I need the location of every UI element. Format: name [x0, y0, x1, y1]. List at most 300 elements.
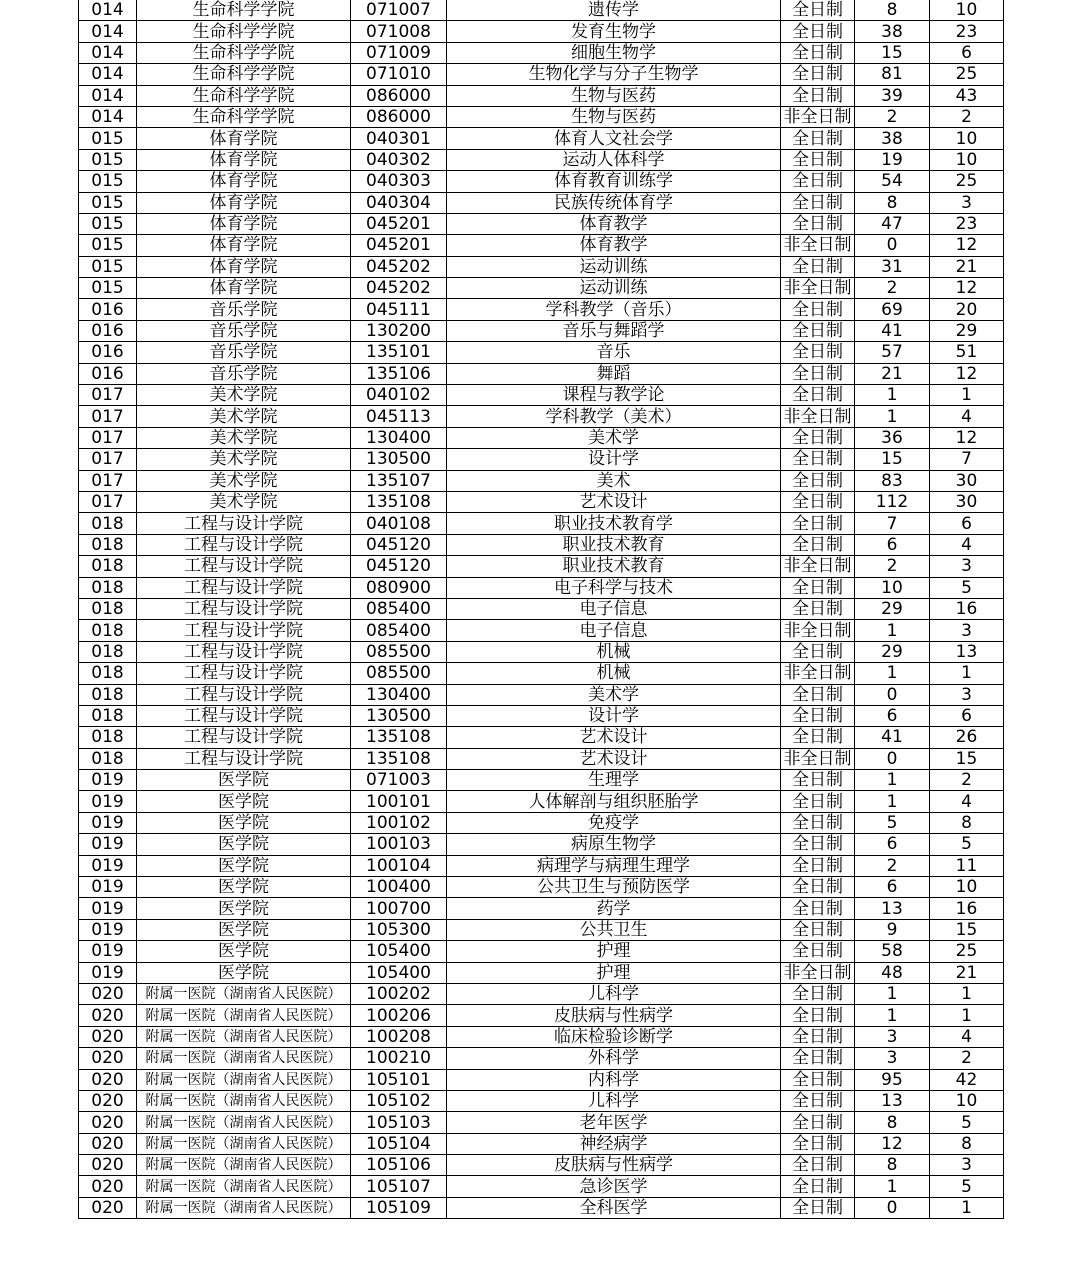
count-b-cell: 4: [930, 534, 1004, 555]
major-name-cell: 皮肤病与性病学: [447, 1005, 781, 1026]
unit-code-cell: 015: [79, 171, 137, 192]
major-name-cell: 艺术设计: [447, 491, 781, 512]
unit-code-cell: 018: [79, 620, 137, 641]
count-a-cell: 48: [855, 962, 930, 983]
table-row: [79, 684, 1004, 705]
unit-code-cell: 017: [79, 449, 137, 470]
table-row: [79, 898, 1004, 919]
table-row: [79, 663, 1004, 684]
unit-code-cell: 015: [79, 128, 137, 149]
count-a-cell: 6: [855, 705, 930, 726]
school-name-cell: 生命科学学院: [137, 21, 351, 42]
major-code-cell: 040108: [351, 513, 447, 534]
count-a-cell: 21: [855, 363, 930, 384]
unit-code-cell: 020: [79, 1026, 137, 1047]
study-mode-cell: 非全日制: [781, 106, 855, 127]
major-code-cell: 040102: [351, 385, 447, 406]
major-code-cell: 071010: [351, 64, 447, 85]
major-name-cell: 皮肤病与性病学: [447, 1155, 781, 1176]
count-a-cell: 38: [855, 21, 930, 42]
school-name-cell: 工程与设计学院: [137, 556, 351, 577]
study-mode-cell: 全日制: [781, 299, 855, 320]
study-mode-cell: 全日制: [781, 385, 855, 406]
count-b-cell: 12: [930, 427, 1004, 448]
table-row: [79, 406, 1004, 427]
unit-code-cell: 014: [79, 106, 137, 127]
count-b-cell: 1: [930, 385, 1004, 406]
major-name-cell: 细胞生物学: [447, 42, 781, 63]
unit-code-cell: 018: [79, 556, 137, 577]
school-name-cell: 体育学院: [137, 235, 351, 256]
count-b-cell: 15: [930, 748, 1004, 769]
table-row: [79, 941, 1004, 962]
major-code-cell: 045201: [351, 235, 447, 256]
count-a-cell: 38: [855, 128, 930, 149]
major-name-cell: 职业技术教育: [447, 556, 781, 577]
major-name-cell: 儿科学: [447, 983, 781, 1004]
study-mode-cell: 全日制: [781, 256, 855, 277]
unit-code-cell: 020: [79, 1197, 137, 1218]
major-name-cell: 免疫学: [447, 812, 781, 833]
count-a-cell: 2: [855, 106, 930, 127]
study-mode-cell: 全日制: [781, 0, 855, 21]
major-code-cell: 105106: [351, 1155, 447, 1176]
school-name-cell: 附属一医院（湖南省人民医院）: [137, 1069, 351, 1090]
count-a-cell: 3: [855, 1026, 930, 1047]
study-mode-cell: 全日制: [781, 641, 855, 662]
major-name-cell: 病理学与病理生理学: [447, 855, 781, 876]
study-mode-cell: 全日制: [781, 1155, 855, 1176]
count-a-cell: 13: [855, 898, 930, 919]
school-name-cell: 附属一医院（湖南省人民医院）: [137, 1133, 351, 1154]
school-name-cell: 美术学院: [137, 427, 351, 448]
count-a-cell: 2: [855, 278, 930, 299]
major-name-cell: 艺术设计: [447, 748, 781, 769]
table-row: [79, 1005, 1004, 1026]
school-name-cell: 体育学院: [137, 213, 351, 234]
school-name-cell: 医学院: [137, 855, 351, 876]
major-code-cell: 045113: [351, 406, 447, 427]
school-name-cell: 音乐学院: [137, 299, 351, 320]
major-code-cell: 071008: [351, 21, 447, 42]
school-name-cell: 音乐学院: [137, 320, 351, 341]
school-name-cell: 美术学院: [137, 449, 351, 470]
unit-code-cell: 015: [79, 278, 137, 299]
unit-code-cell: 017: [79, 385, 137, 406]
unit-code-cell: 018: [79, 641, 137, 662]
major-name-cell: 遗传学: [447, 0, 781, 21]
count-b-cell: 10: [930, 877, 1004, 898]
count-b-cell: 23: [930, 213, 1004, 234]
study-mode-cell: 全日制: [781, 812, 855, 833]
count-b-cell: 25: [930, 171, 1004, 192]
major-code-cell: 040304: [351, 192, 447, 213]
table-row: [79, 0, 1004, 21]
major-code-cell: 130200: [351, 320, 447, 341]
study-mode-cell: 全日制: [781, 470, 855, 491]
study-mode-cell: 全日制: [781, 213, 855, 234]
count-b-cell: 51: [930, 342, 1004, 363]
count-b-cell: 12: [930, 363, 1004, 384]
table-row: [79, 1197, 1004, 1218]
school-name-cell: 工程与设计学院: [137, 663, 351, 684]
count-b-cell: 21: [930, 962, 1004, 983]
count-a-cell: 95: [855, 1069, 930, 1090]
major-code-cell: 045202: [351, 278, 447, 299]
count-a-cell: 9: [855, 919, 930, 940]
count-b-cell: 12: [930, 278, 1004, 299]
unit-code-cell: 015: [79, 213, 137, 234]
study-mode-cell: 全日制: [781, 919, 855, 940]
major-code-cell: 045202: [351, 256, 447, 277]
count-b-cell: 25: [930, 64, 1004, 85]
major-code-cell: 085500: [351, 663, 447, 684]
unit-code-cell: 019: [79, 834, 137, 855]
table-row: [79, 128, 1004, 149]
study-mode-cell: 全日制: [781, 598, 855, 619]
table-row: [79, 1176, 1004, 1197]
study-mode-cell: 全日制: [781, 192, 855, 213]
count-b-cell: 4: [930, 1026, 1004, 1047]
count-b-cell: 30: [930, 491, 1004, 512]
unit-code-cell: 020: [79, 1090, 137, 1111]
count-a-cell: 1: [855, 385, 930, 406]
major-name-cell: 临床检验诊断学: [447, 1026, 781, 1047]
school-name-cell: 医学院: [137, 770, 351, 791]
count-b-cell: 11: [930, 855, 1004, 876]
count-a-cell: 69: [855, 299, 930, 320]
school-name-cell: 医学院: [137, 834, 351, 855]
study-mode-cell: 全日制: [781, 42, 855, 63]
table-row: [79, 919, 1004, 940]
table-row: [79, 363, 1004, 384]
school-name-cell: 附属一医院（湖南省人民医院）: [137, 1048, 351, 1069]
school-name-cell: 生命科学学院: [137, 106, 351, 127]
table-row: [79, 342, 1004, 363]
study-mode-cell: 全日制: [781, 1197, 855, 1218]
study-mode-cell: 全日制: [781, 1090, 855, 1111]
major-code-cell: 071009: [351, 42, 447, 63]
major-name-cell: 运动训练: [447, 278, 781, 299]
school-name-cell: 附属一医院（湖南省人民医院）: [137, 1176, 351, 1197]
unit-code-cell: 019: [79, 898, 137, 919]
table-row: [79, 598, 1004, 619]
study-mode-cell: 全日制: [781, 491, 855, 512]
count-a-cell: 58: [855, 941, 930, 962]
count-b-cell: 21: [930, 256, 1004, 277]
count-b-cell: 10: [930, 0, 1004, 21]
unit-code-cell: 020: [79, 1133, 137, 1154]
count-a-cell: 10: [855, 577, 930, 598]
major-code-cell: 085500: [351, 641, 447, 662]
table-row: [79, 577, 1004, 598]
major-code-cell: 105400: [351, 962, 447, 983]
major-name-cell: 生物与医药: [447, 106, 781, 127]
unit-code-cell: 018: [79, 663, 137, 684]
major-name-cell: 护理: [447, 962, 781, 983]
major-name-cell: 全科医学: [447, 1197, 781, 1218]
table-row: [79, 1026, 1004, 1047]
count-b-cell: 1: [930, 983, 1004, 1004]
count-b-cell: 3: [930, 556, 1004, 577]
major-name-cell: 公共卫生与预防医学: [447, 877, 781, 898]
study-mode-cell: 非全日制: [781, 663, 855, 684]
table-row: [79, 106, 1004, 127]
study-mode-cell: 全日制: [781, 834, 855, 855]
school-name-cell: 体育学院: [137, 171, 351, 192]
table-row: [79, 470, 1004, 491]
count-a-cell: 13: [855, 1090, 930, 1111]
major-code-cell: 100700: [351, 898, 447, 919]
major-code-cell: 045120: [351, 556, 447, 577]
study-mode-cell: 全日制: [781, 941, 855, 962]
study-mode-cell: 全日制: [781, 1069, 855, 1090]
count-b-cell: 29: [930, 320, 1004, 341]
unit-code-cell: 017: [79, 406, 137, 427]
school-name-cell: 工程与设计学院: [137, 598, 351, 619]
count-a-cell: 3: [855, 1048, 930, 1069]
study-mode-cell: 全日制: [781, 85, 855, 106]
unit-code-cell: 018: [79, 598, 137, 619]
major-code-cell: 130500: [351, 449, 447, 470]
school-name-cell: 医学院: [137, 962, 351, 983]
count-b-cell: 2: [930, 106, 1004, 127]
count-b-cell: 3: [930, 620, 1004, 641]
count-b-cell: 4: [930, 791, 1004, 812]
school-name-cell: 美术学院: [137, 385, 351, 406]
major-name-cell: 音乐与舞蹈学: [447, 320, 781, 341]
study-mode-cell: 非全日制: [781, 235, 855, 256]
major-name-cell: 民族传统体育学: [447, 192, 781, 213]
count-b-cell: 12: [930, 235, 1004, 256]
study-mode-cell: 全日制: [781, 727, 855, 748]
table-row: [79, 877, 1004, 898]
major-name-cell: 设计学: [447, 705, 781, 726]
school-name-cell: 医学院: [137, 791, 351, 812]
major-code-cell: 040301: [351, 128, 447, 149]
school-name-cell: 附属一医院（湖南省人民医院）: [137, 1112, 351, 1133]
count-a-cell: 0: [855, 235, 930, 256]
study-mode-cell: 全日制: [781, 342, 855, 363]
major-code-cell: 100400: [351, 877, 447, 898]
study-mode-cell: 非全日制: [781, 620, 855, 641]
count-a-cell: 2: [855, 556, 930, 577]
study-mode-cell: 全日制: [781, 363, 855, 384]
school-name-cell: 体育学院: [137, 278, 351, 299]
count-b-cell: 2: [930, 1048, 1004, 1069]
count-b-cell: 16: [930, 598, 1004, 619]
count-b-cell: 23: [930, 21, 1004, 42]
count-b-cell: 16: [930, 898, 1004, 919]
major-code-cell: 105102: [351, 1090, 447, 1111]
table-row: [79, 1155, 1004, 1176]
count-b-cell: 30: [930, 470, 1004, 491]
school-name-cell: 医学院: [137, 877, 351, 898]
study-mode-cell: 全日制: [781, 877, 855, 898]
enrollment-table: [78, 0, 1004, 1219]
major-name-cell: 机械: [447, 641, 781, 662]
count-b-cell: 5: [930, 1112, 1004, 1133]
study-mode-cell: 全日制: [781, 128, 855, 149]
major-name-cell: 生理学: [447, 770, 781, 791]
count-a-cell: 8: [855, 1155, 930, 1176]
major-name-cell: 音乐: [447, 342, 781, 363]
count-a-cell: 47: [855, 213, 930, 234]
count-b-cell: 5: [930, 1176, 1004, 1197]
count-a-cell: 39: [855, 85, 930, 106]
unit-code-cell: 018: [79, 577, 137, 598]
count-a-cell: 6: [855, 834, 930, 855]
count-a-cell: 15: [855, 42, 930, 63]
count-a-cell: 12: [855, 1133, 930, 1154]
study-mode-cell: 全日制: [781, 513, 855, 534]
table-row: [79, 213, 1004, 234]
table-row: [79, 641, 1004, 662]
study-mode-cell: 全日制: [781, 770, 855, 791]
school-name-cell: 美术学院: [137, 491, 351, 512]
table-row: [79, 235, 1004, 256]
school-name-cell: 工程与设计学院: [137, 620, 351, 641]
major-code-cell: 130400: [351, 684, 447, 705]
unit-code-cell: 015: [79, 149, 137, 170]
major-code-cell: 135101: [351, 342, 447, 363]
major-code-cell: 086000: [351, 85, 447, 106]
unit-code-cell: 014: [79, 42, 137, 63]
major-code-cell: 105104: [351, 1133, 447, 1154]
table-row: [79, 149, 1004, 170]
table-row: [79, 85, 1004, 106]
unit-code-cell: 014: [79, 85, 137, 106]
study-mode-cell: 全日制: [781, 577, 855, 598]
major-code-cell: 135108: [351, 727, 447, 748]
major-code-cell: 105109: [351, 1197, 447, 1218]
count-b-cell: 15: [930, 919, 1004, 940]
study-mode-cell: 非全日制: [781, 406, 855, 427]
major-code-cell: 086000: [351, 106, 447, 127]
count-b-cell: 8: [930, 812, 1004, 833]
count-a-cell: 1: [855, 791, 930, 812]
count-a-cell: 0: [855, 1197, 930, 1218]
count-b-cell: 1: [930, 1005, 1004, 1026]
major-code-cell: 085400: [351, 620, 447, 641]
table-row: [79, 705, 1004, 726]
study-mode-cell: 全日制: [781, 449, 855, 470]
count-b-cell: 43: [930, 85, 1004, 106]
unit-code-cell: 016: [79, 363, 137, 384]
count-a-cell: 2: [855, 855, 930, 876]
school-name-cell: 附属一医院（湖南省人民医院）: [137, 1026, 351, 1047]
count-b-cell: 5: [930, 834, 1004, 855]
unit-code-cell: 020: [79, 983, 137, 1004]
count-a-cell: 6: [855, 877, 930, 898]
school-name-cell: 医学院: [137, 898, 351, 919]
table-row: [79, 748, 1004, 769]
table-row: [79, 534, 1004, 555]
study-mode-cell: 全日制: [781, 1112, 855, 1133]
school-name-cell: 医学院: [137, 941, 351, 962]
study-mode-cell: 全日制: [781, 427, 855, 448]
unit-code-cell: 014: [79, 21, 137, 42]
school-name-cell: 工程与设计学院: [137, 513, 351, 534]
count-a-cell: 8: [855, 0, 930, 21]
unit-code-cell: 018: [79, 748, 137, 769]
count-a-cell: 8: [855, 192, 930, 213]
study-mode-cell: 全日制: [781, 898, 855, 919]
count-b-cell: 3: [930, 684, 1004, 705]
count-a-cell: 0: [855, 748, 930, 769]
major-code-cell: 085400: [351, 598, 447, 619]
table-row: [79, 812, 1004, 833]
major-name-cell: 生物化学与分子生物学: [447, 64, 781, 85]
count-b-cell: 10: [930, 149, 1004, 170]
count-a-cell: 112: [855, 491, 930, 512]
table-row: [79, 21, 1004, 42]
table-row: [79, 171, 1004, 192]
major-code-cell: 100206: [351, 1005, 447, 1026]
table-row: [79, 256, 1004, 277]
count-b-cell: 13: [930, 641, 1004, 662]
school-name-cell: 生命科学学院: [137, 42, 351, 63]
unit-code-cell: 018: [79, 534, 137, 555]
table-row: [79, 320, 1004, 341]
major-code-cell: 100103: [351, 834, 447, 855]
unit-code-cell: 020: [79, 1069, 137, 1090]
study-mode-cell: 全日制: [781, 684, 855, 705]
school-name-cell: 体育学院: [137, 256, 351, 277]
school-name-cell: 附属一医院（湖南省人民医院）: [137, 1155, 351, 1176]
major-code-cell: 100102: [351, 812, 447, 833]
study-mode-cell: 全日制: [781, 1176, 855, 1197]
count-b-cell: 6: [930, 513, 1004, 534]
school-name-cell: 附属一医院（湖南省人民医院）: [137, 983, 351, 1004]
major-name-cell: 体育教学: [447, 235, 781, 256]
count-a-cell: 57: [855, 342, 930, 363]
major-code-cell: 100101: [351, 791, 447, 812]
study-mode-cell: 全日制: [781, 320, 855, 341]
school-name-cell: 工程与设计学院: [137, 684, 351, 705]
major-code-cell: 100202: [351, 983, 447, 1004]
major-name-cell: 美术学: [447, 427, 781, 448]
major-code-cell: 080900: [351, 577, 447, 598]
study-mode-cell: 全日制: [781, 21, 855, 42]
major-code-cell: 105400: [351, 941, 447, 962]
major-code-cell: 135108: [351, 491, 447, 512]
unit-code-cell: 015: [79, 256, 137, 277]
school-name-cell: 工程与设计学院: [137, 534, 351, 555]
count-a-cell: 5: [855, 812, 930, 833]
major-name-cell: 运动训练: [447, 256, 781, 277]
major-code-cell: 045111: [351, 299, 447, 320]
count-a-cell: 41: [855, 727, 930, 748]
major-name-cell: 体育教育训练学: [447, 171, 781, 192]
unit-code-cell: 020: [79, 1048, 137, 1069]
count-b-cell: 6: [930, 705, 1004, 726]
unit-code-cell: 017: [79, 427, 137, 448]
count-a-cell: 1: [855, 983, 930, 1004]
study-mode-cell: 非全日制: [781, 962, 855, 983]
table-row: [79, 727, 1004, 748]
major-name-cell: 儿科学: [447, 1090, 781, 1111]
unit-code-cell: 019: [79, 919, 137, 940]
study-mode-cell: 全日制: [781, 791, 855, 812]
count-b-cell: 3: [930, 192, 1004, 213]
count-b-cell: 42: [930, 1069, 1004, 1090]
table-row: [79, 491, 1004, 512]
study-mode-cell: 全日制: [781, 149, 855, 170]
unit-code-cell: 019: [79, 791, 137, 812]
unit-code-cell: 017: [79, 491, 137, 512]
table-row: [79, 620, 1004, 641]
